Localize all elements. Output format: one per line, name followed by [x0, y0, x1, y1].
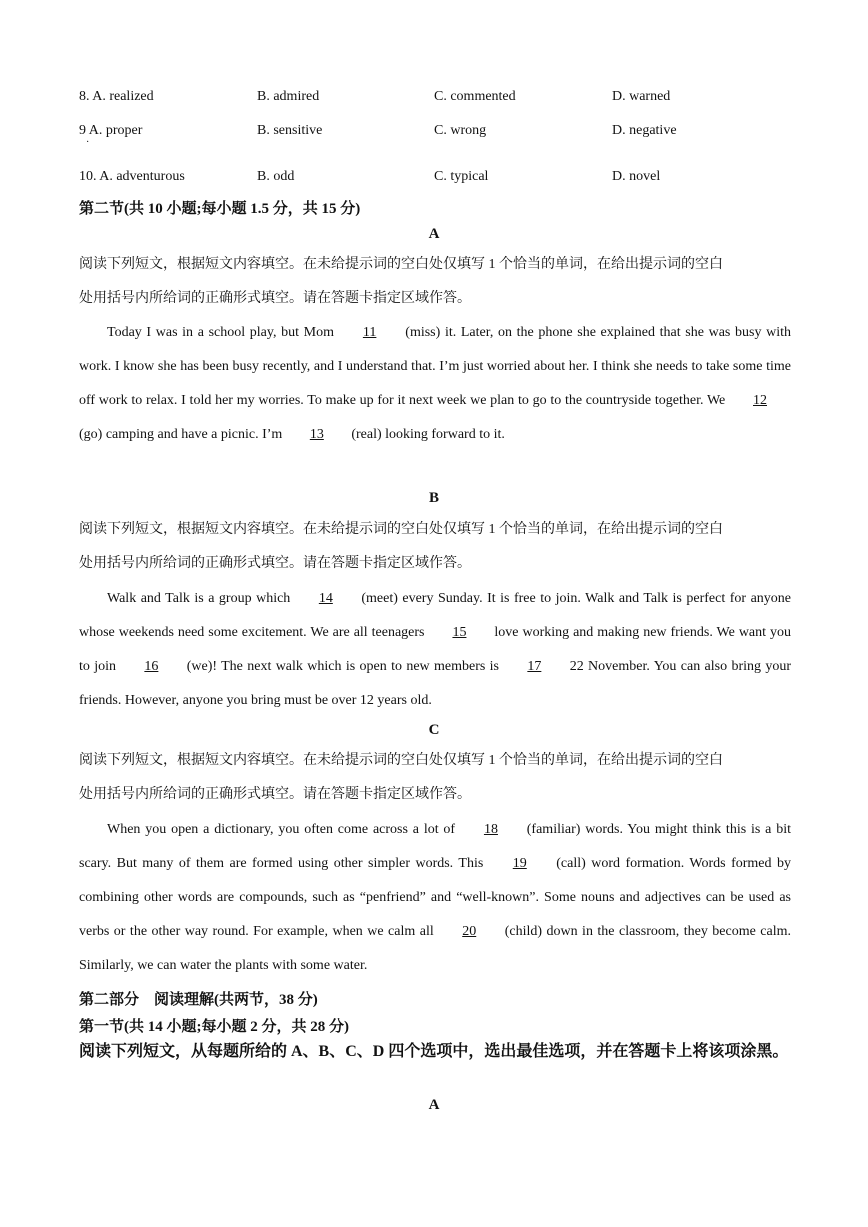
passage-text: (child) down in the classroom, they become calm. Similarly, we can water the plants with some water.: [79, 924, 792, 973]
option-a: 9 A. proper: [79, 123, 143, 138]
instruction-text: [79, 513, 791, 581]
passage-text: (we)! The next walk which is open to new members is: [182, 659, 504, 674]
passage-c-text: [79, 813, 791, 983]
blank-18: 18: [483, 822, 498, 837]
instruction-text: [79, 248, 791, 316]
passage-a-text: [79, 316, 791, 452]
reading-instruction: 阅读下列短文，从每题所给的 A、B、C、D 四个选项中，选出最佳选项，并在答题卡上将该项涂黑。: [79, 1043, 789, 1060]
passage-c-label: C: [428, 722, 440, 738]
instruction-text: [79, 744, 791, 812]
option-a: 10. A. adventurous: [79, 169, 185, 184]
passage-text: (go) camping and have a picnic. I’m: [79, 427, 286, 442]
blank-15: 15: [452, 625, 467, 640]
blank-13: 13: [309, 427, 324, 442]
instruction-line-2: 处用括号内所给词的正确形式填空。请在答题卡指定区域作答。: [79, 556, 471, 571]
option-b: B. odd: [257, 169, 295, 184]
section-heading: 第一节(共 14 小题;每小题 2 分，共 28 分): [79, 1019, 349, 1035]
passage-text: love working and making new friends. We want you to join: [79, 625, 791, 674]
option-d: D. negative: [612, 123, 677, 138]
passage-text: 22 November. You can also bring your friends. However, anyone you bring must be over 12 years old.: [79, 659, 792, 708]
instruction-line-1: 阅读下列短文，根据短文内容填空。在未给提示词的空白处仅填写 1 个恰当的单词，在给出提示词的空白: [79, 753, 723, 768]
section-heading: 第二节(共 10 小题;每小题 1.5 分，共 15 分): [79, 201, 361, 217]
option-row-8: [0, 89, 868, 109]
blank-17: 17: [527, 659, 542, 674]
instruction-line-2: 处用括号内所给词的正确形式填空。请在答题卡指定区域作答。: [79, 787, 471, 802]
option-b: B. admired: [257, 89, 320, 104]
passage-b-label: B: [428, 490, 439, 506]
option-row-10: [0, 169, 868, 189]
passage-b-text: [79, 582, 791, 718]
instruction-line-2: 处用括号内所给词的正确形式填空。请在答题卡指定区域作答。: [79, 291, 471, 306]
blank-14: 14: [318, 591, 333, 606]
instruction-line-1: 阅读下列短文，根据短文内容填空。在未给提示词的空白处仅填写 1 个恰当的单词，在给出提示词的空白: [79, 257, 723, 272]
passage-text: When you open a dictionary, you often come across a lot of: [107, 822, 460, 837]
blank-11: 11: [362, 325, 377, 340]
blank-12: 12: [753, 393, 767, 408]
passage-text: Walk and Talk is a group which: [107, 591, 295, 606]
passage-text: (call) word formation. Words formed by combining other words are compounds, such as “penfriend” and “well-known”. Some nouns and adjectives can be used as verbs or the other way round. For example, when we calm all: [79, 856, 791, 939]
passage-text: (familiar) words. You might think this is a bit scary. But many of them are formed using other simpler words. This: [79, 822, 791, 871]
reading-a-label: A: [428, 1097, 440, 1113]
option-a: 8. A. realized: [79, 89, 154, 104]
option-c: C. wrong: [434, 123, 487, 138]
passage-text: Today I was in a school play, but Mom: [107, 325, 339, 340]
blank-19: 19: [512, 856, 527, 871]
blank-16: 16: [144, 659, 159, 674]
option-c: C. typical: [434, 169, 489, 184]
passage-text: (miss) it. Later, on the phone she explained that she was busy with work. I know she has been busy recently, and I understand that. I’m just worried about her. I think she needs to take some time off work to relax. I told her my worries. To make up for it next week we plan to go to the countryside together. We: [79, 325, 791, 408]
blank-20: 20: [462, 924, 477, 939]
option-c: C. commented: [434, 89, 516, 104]
option-d: D. novel: [612, 169, 661, 184]
passage-text: (real) looking forward to it.: [347, 427, 505, 442]
part-heading: 第二部分 阅读理解(共两节，38 分): [79, 992, 318, 1008]
stray-dot-mark: ·: [86, 137, 90, 148]
option-b: B. sensitive: [257, 123, 323, 138]
passage-a-label: A: [428, 226, 440, 242]
passage-text: (meet) every Sunday. It is free to join. Walk and Talk is perfect for anyone whose weekends need some excitement. We are all teenagers: [79, 591, 791, 640]
option-row-9: [0, 123, 868, 143]
instruction-line-1: 阅读下列短文，根据短文内容填空。在未给提示词的空白处仅填写 1 个恰当的单词，在给出提示词的空白: [79, 522, 723, 537]
option-d: D. warned: [612, 89, 671, 104]
